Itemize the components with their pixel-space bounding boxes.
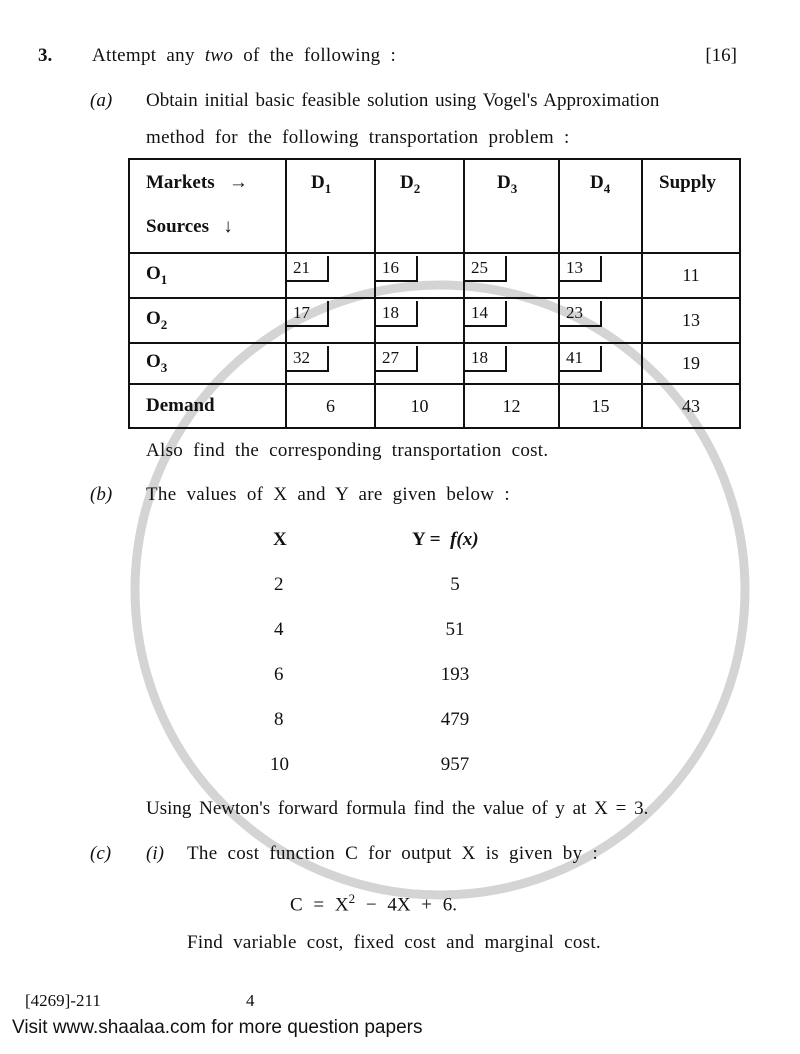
part-c-line2: Find variable cost, fixed cost and marginal cost. (187, 932, 601, 953)
source-o2: $O_2$ (129, 298, 286, 343)
y-header: Y = f(x) (412, 529, 479, 550)
cost-cell: 41 (559, 343, 642, 384)
part-b-intro: The values of X and Y are given below : (146, 484, 510, 505)
cost-cell: 18 (464, 343, 559, 384)
instruction-text: Attempt any (92, 45, 195, 66)
markets-label: Markets → (146, 172, 248, 193)
question-instruction (92, 45, 396, 67)
table-row (129, 298, 740, 343)
cost-cell: 25 (464, 253, 559, 298)
cost-cell: 14 (464, 298, 559, 343)
demand-cell: 12 (464, 384, 559, 428)
x-value: 4 (274, 619, 284, 640)
part-c-sub-label: (i) (146, 843, 164, 864)
part-c-label: (c) (90, 843, 112, 864)
cost-cell: 23 (559, 298, 642, 343)
sources-label: Sources ↓ (146, 216, 233, 237)
cost-cell: 17 (286, 298, 375, 343)
y-value: 51 (445, 619, 465, 640)
instruction-emphasis: two (204, 45, 234, 66)
x-value: 6 (274, 664, 284, 685)
corner-cell (129, 159, 286, 253)
cost-cell: 27 (375, 343, 464, 384)
instruction-text: of the following : (243, 45, 397, 66)
x-value: 10 (270, 754, 289, 775)
y-value: 193 (440, 664, 470, 685)
part-c-line1: The cost function C for output X is given by : (187, 843, 599, 864)
source-o3: $O_3$ (129, 343, 286, 384)
demand-cell: 15 (559, 384, 642, 428)
part-a-line1: Obtain initial basic feasible solution using Vogel's Approximation (146, 90, 660, 111)
demand-cell: 6 (286, 384, 375, 428)
part-b-task: Using Newton's forward formula find the value of y at X = 3. (146, 798, 649, 819)
visit-link[interactable]: Visit www.shaalaa.com for more question papers (12, 1017, 423, 1038)
cost-cell: 32 (286, 343, 375, 384)
demand-label: Demand (129, 384, 286, 428)
x-header: X (273, 529, 287, 550)
header-d3: $D_3$ (464, 159, 559, 253)
page-number: 4 (246, 991, 255, 1010)
supply-cell: 19 (642, 343, 740, 384)
demand-cell: 10 (375, 384, 464, 428)
y-value: 957 (440, 754, 470, 775)
supply-cell: 13 (642, 298, 740, 343)
cost-cell: 21 (286, 253, 375, 298)
table-header-row (129, 159, 740, 253)
part-a-line2: method for the following transportation problem : (146, 127, 570, 148)
transportation-table (128, 158, 741, 429)
y-value: 479 (440, 709, 470, 730)
source-o1: $O_1$ (129, 253, 286, 298)
cost-cell: 18 (375, 298, 464, 343)
part-a-followup: Also find the corresponding transportation cost. (146, 440, 549, 461)
question-marks: [16] (705, 45, 737, 66)
table-row (129, 253, 740, 298)
question-number: 3. (38, 45, 53, 66)
cost-cell: 16 (375, 253, 464, 298)
total-cell: 43 (642, 384, 740, 428)
table-row (129, 343, 740, 384)
supply-cell: 11 (642, 253, 740, 298)
paper-code: [4269]-211 (25, 991, 101, 1010)
demand-row (129, 384, 740, 428)
header-supply: Supply (642, 159, 740, 253)
cost-cell: 13 (559, 253, 642, 298)
x-value: 2 (274, 574, 284, 595)
cost-formula: $C = X^2 - 4X + 6$. (290, 891, 458, 916)
header-d2: $D_2$ (375, 159, 464, 253)
header-d1: $D_1$ (286, 159, 375, 253)
part-b-label: (b) (90, 484, 113, 505)
x-value: 8 (274, 709, 284, 730)
part-a-label: (a) (90, 90, 113, 111)
y-value: 5 (450, 574, 460, 595)
header-d4: $D_4$ (559, 159, 642, 253)
